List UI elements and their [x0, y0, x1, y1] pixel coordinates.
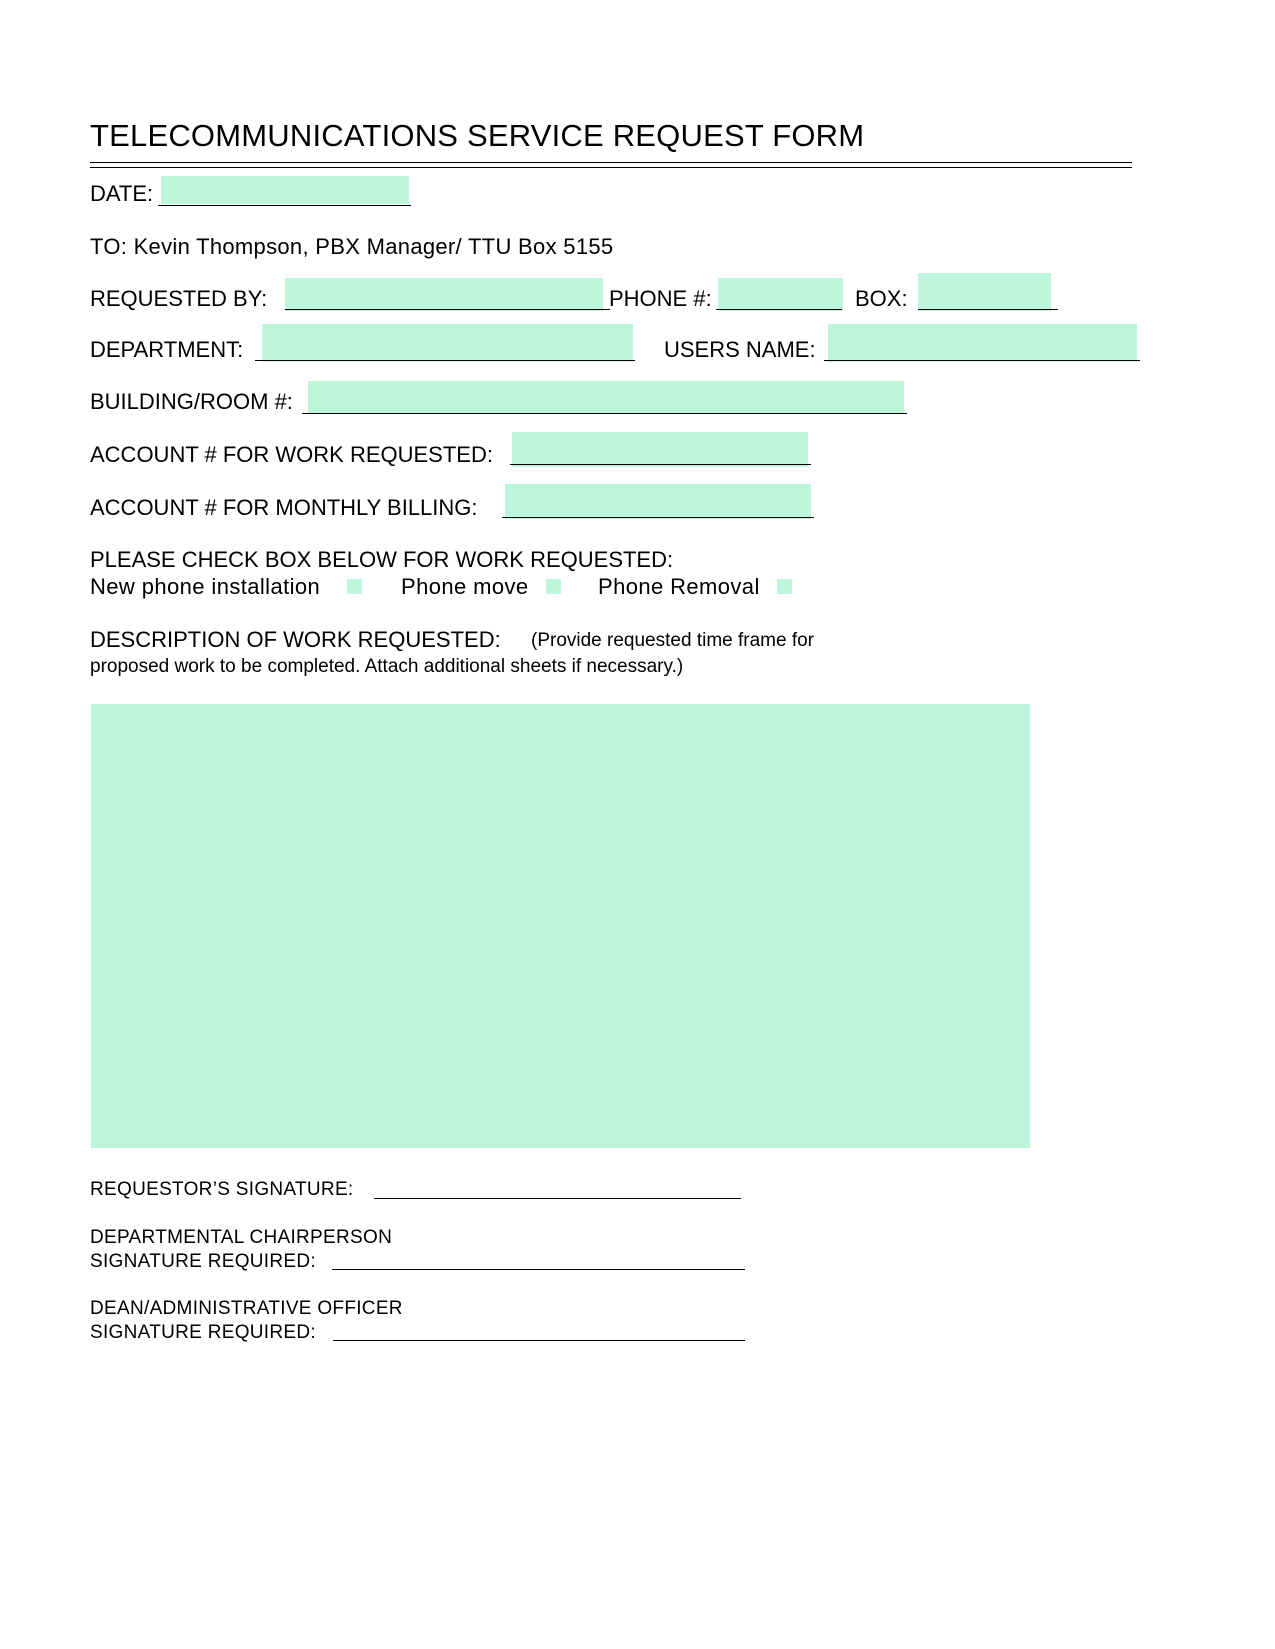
requested-by-field[interactable] [285, 278, 603, 311]
date-underline [158, 205, 411, 206]
dean-signature-label-line1: DEAN/ADMINISTRATIVE OFFICER [90, 1298, 403, 1319]
building-room-field[interactable] [308, 381, 904, 414]
box-underline [918, 309, 1058, 310]
department-underline [255, 360, 635, 361]
description-note-line2: proposed work to be completed. Attach additional sheets if necessary.) [90, 656, 684, 677]
users-name-label: USERS NAME: [664, 337, 816, 362]
phone-underline [716, 309, 842, 310]
account-work-field[interactable] [512, 432, 808, 467]
account-billing-field[interactable] [505, 484, 811, 519]
department-label: DEPARTMENT: [90, 337, 244, 362]
phone-label: PHONE #: [609, 286, 712, 311]
title-rule-bottom [90, 167, 1132, 168]
dean-signature-label-line2: SIGNATURE REQUIRED: [90, 1322, 316, 1343]
chair-signature-label-line1: DEPARTMENTAL CHAIRPERSON [90, 1227, 393, 1248]
chair-signature-line[interactable] [332, 1269, 745, 1270]
requestor-signature-line[interactable] [374, 1198, 741, 1199]
requestor-signature-label: REQUESTOR’S SIGNATURE: [90, 1179, 354, 1200]
check-heading: PLEASE CHECK BOX BELOW FOR WORK REQUESTED: [90, 547, 674, 572]
date-field[interactable] [161, 176, 409, 204]
option-new-installation-checkbox[interactable] [347, 579, 362, 594]
description-note-line1: (Provide requested time frame for [531, 630, 815, 651]
dean-signature-line[interactable] [333, 1340, 745, 1341]
title-rule-top [90, 162, 1132, 163]
option-new-installation-label: New phone installation [90, 574, 321, 599]
phone-field[interactable] [718, 278, 843, 311]
option-phone-removal-checkbox[interactable] [777, 579, 792, 594]
chair-signature-label-line2: SIGNATURE REQUIRED: [90, 1251, 316, 1272]
building-room-label: BUILDING/ROOM #: [90, 389, 293, 414]
building-room-underline [302, 413, 907, 414]
box-label: BOX: [855, 286, 908, 311]
account-work-label: ACCOUNT # FOR WORK REQUESTED: [90, 442, 493, 467]
account-billing-underline [502, 517, 814, 518]
box-field[interactable] [918, 273, 1051, 311]
option-phone-move-checkbox[interactable] [546, 579, 561, 594]
department-field[interactable] [262, 324, 633, 362]
users-name-underline [824, 360, 1140, 361]
description-textarea[interactable] [91, 704, 1030, 1148]
date-label: DATE: [90, 181, 154, 206]
description-label: DESCRIPTION OF WORK REQUESTED: [90, 627, 501, 652]
form-title: TELECOMMUNICATIONS SERVICE REQUEST FORM [90, 118, 865, 153]
to-line: TO: Kevin Thompson, PBX Manager/ TTU Box 5155 [90, 234, 614, 259]
option-phone-move-label: Phone move [401, 574, 529, 599]
requested-by-label: REQUESTED BY: [90, 286, 268, 311]
users-name-field[interactable] [828, 324, 1137, 362]
account-work-underline [510, 464, 811, 465]
requested-by-underline [285, 309, 610, 310]
option-phone-removal-label: Phone Removal [598, 574, 760, 599]
account-billing-label: ACCOUNT # FOR MONTHLY BILLING: [90, 495, 478, 520]
